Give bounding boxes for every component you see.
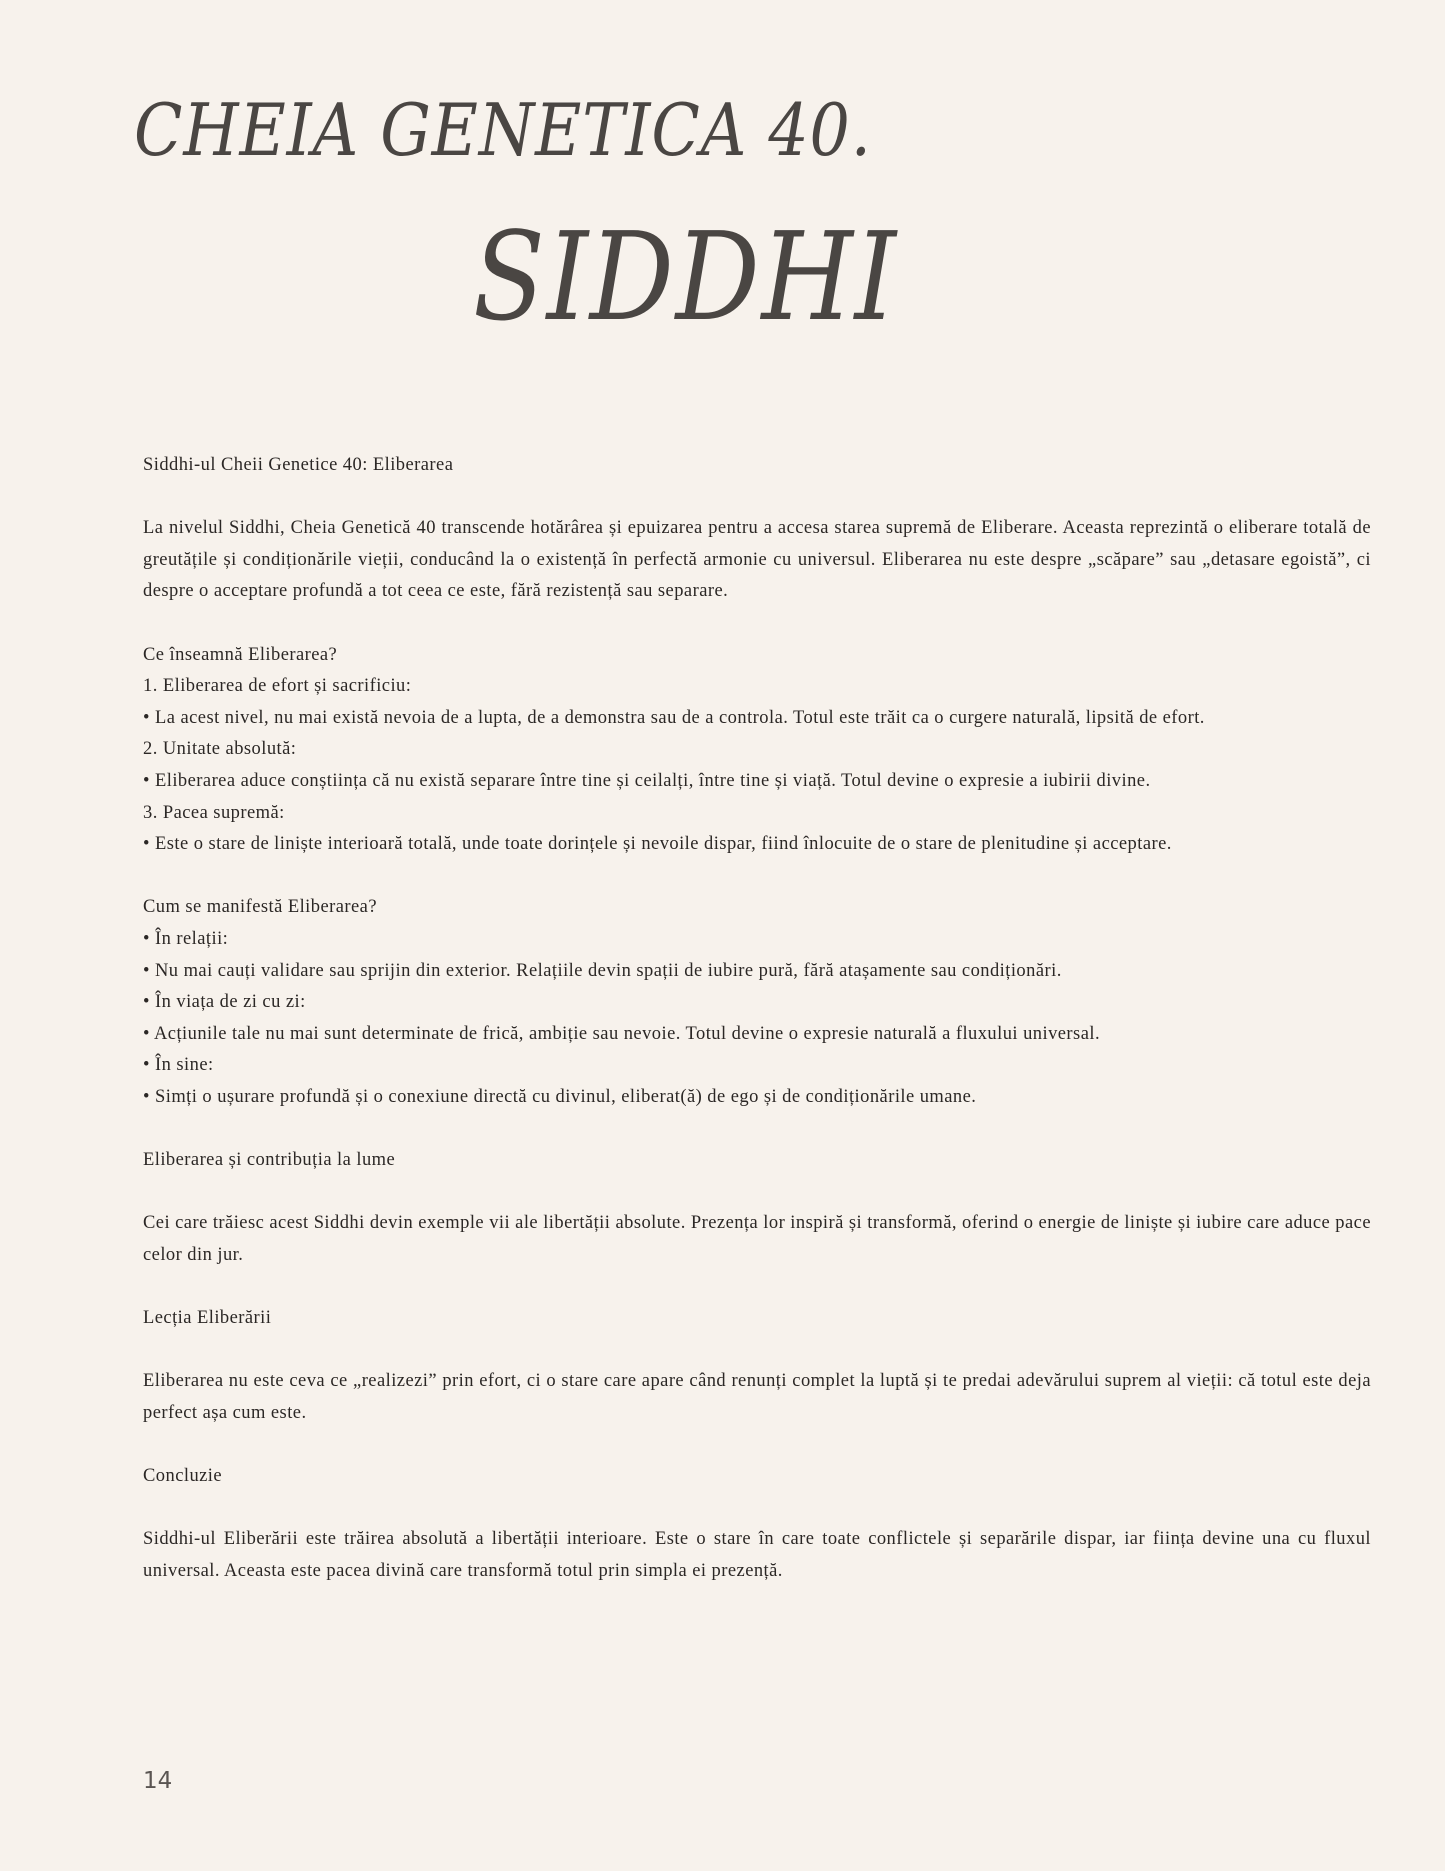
document-body xyxy=(143,450,1371,1587)
section-heading: Eliberarea și contribuția la lume xyxy=(143,1150,396,1171)
list-item: 2. Unitate absolută: xyxy=(143,739,297,760)
paragraph: Eliberarea nu este ceva ce „realizezi” prin efort, ci o stare care apare când renunți complet la luptă și te predai adevărului suprem al vieții: că totul este deja perfect așa cum este. xyxy=(143,1371,1371,1423)
list-item: • Nu mai cauți validare sau sprijin din exterior. Relațiile devin spații de iubire pură, fără atașamente sau condiționări. xyxy=(143,960,1062,981)
paragraph: Siddhi-ul Eliberării este trăirea absolută a libertății interioare. Este o stare în care toate conflictele și separările dispar, iar ființa devine una cu fluxul universal. Aceasta este pacea divină care transformă totul prin simpla ei prezență. xyxy=(143,1529,1371,1581)
list-item-text: • Este o stare de liniște interioară totală, unde toate dorințele și nevoile dispar, fiind înlocuite de o stare de plenitudine și acceptare. xyxy=(143,834,1172,855)
section-heading: Ce înseamnă Eliberarea? xyxy=(143,644,338,665)
list-item: • Simți o ușurare profundă și o conexiune directă cu divinul, eliberat(ă) de ego și de condiționările umane. xyxy=(143,1086,977,1107)
paragraph: Cei care trăiesc acest Siddhi devin exemple vii ale libertății absolute. Prezența lor inspiră și transformă, oferind o energie de liniște și iubire care aduce pace celor din jur. xyxy=(143,1213,1371,1265)
page-title-key: CHEIA GENETICA 40. xyxy=(134,88,872,172)
paragraph: La nivelul Siddhi, Cheia Genetică 40 transcende hotărârea și epuizarea pentru a accesa starea supremă de Eliberare. Aceasta reprezintă o eliberare totală de greutățile și condiționările vieții, conducând la o existență în perfectă armonie cu universul. Eliberarea nu este despre „scăpare” sau „detasare egoistă”, ci despre o acceptare profundă a tot ceea ce este, fără rezistență sau separare. xyxy=(143,518,1371,602)
list-item: • În sine: xyxy=(143,1055,214,1076)
list-item: • În relații: xyxy=(143,928,229,949)
section-heading: Lecția Eliberării xyxy=(143,1308,272,1329)
list-item-text: • Eliberarea aduce conștiința că nu există separare între tine și ceilalți, între tine și viață. Totul devine o expresie a iubirii divine. xyxy=(143,770,1151,791)
list-item: • Acțiunile tale nu mai sunt determinate de frică, ambiție sau nevoie. Totul devine o expresie naturală a fluxului universal. xyxy=(143,1023,1101,1044)
section-heading: Siddhi-ul Cheii Genetice 40: Eliberarea xyxy=(143,455,454,475)
list-item: • În viața de zi cu zi: xyxy=(143,992,306,1013)
section-heading: Cum se manifestă Eliberarea? xyxy=(143,897,377,918)
page-number: 14 xyxy=(143,1768,173,1794)
list-item-text: • La acest nivel, nu mai există nevoia de a lupta, de a demonstra sau de a controla. Totul este trăit ca o curgere naturală, lipsită de efort. xyxy=(143,707,1205,728)
list-item: 3. Pacea supremă: xyxy=(143,802,285,823)
list-item: 1. Eliberarea de efort și sacrificiu: xyxy=(143,676,412,697)
section-heading: Concluzie xyxy=(143,1466,223,1486)
page-title-siddhi: SIDDHI xyxy=(473,206,898,348)
